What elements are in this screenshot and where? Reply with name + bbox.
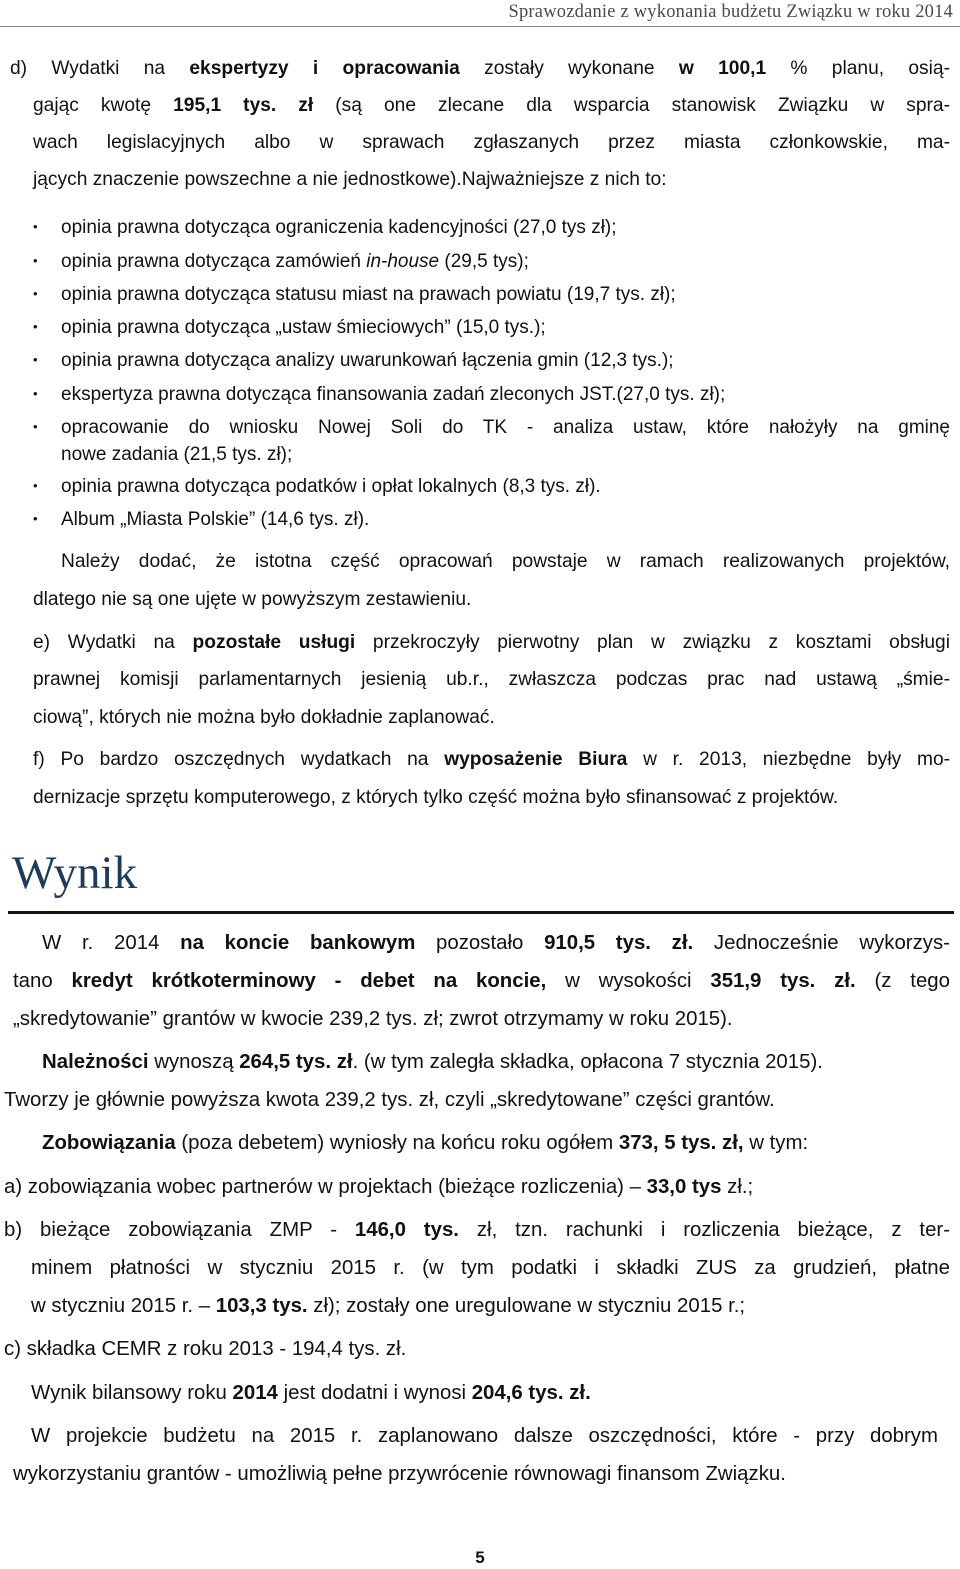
bold-text: na koncie bankowym <box>180 932 416 954</box>
item-b-line-1 <box>4 1218 950 1242</box>
note-line-2: dlatego nie są one ujęte w powyższym zestawieniu. <box>33 589 472 610</box>
list-item-text: opinia prawna dotycząca ograniczenia kadencyjności (27,0 tys zł); <box>61 217 617 238</box>
text: b) bieżące zobowiązania ZMP - <box>4 1219 355 1241</box>
note-line-1: Należy dodać, że istotna część opracowań powstaje w ramach realizowanych projektów, <box>61 551 950 572</box>
bold-text: 146,0 tys. <box>354 1219 459 1241</box>
bold-text: ekspertyzy i opracowania <box>189 58 460 79</box>
section-d-line-1 <box>10 50 950 88</box>
section-e-line-3: ciową”, których nie można było dokładnie zaplanować. <box>33 707 495 728</box>
section-divider <box>8 911 954 914</box>
bold-text: kredyt krótkoterminowy - debet na koncie, <box>71 970 547 992</box>
section-title-wynik: Wynik <box>12 847 138 899</box>
bold-text: Należności <box>42 1051 149 1073</box>
text: pozostało <box>415 932 545 954</box>
bold-text: 204,6 tys. zł. <box>471 1382 591 1404</box>
text: wynoszą <box>148 1051 240 1073</box>
text: w styczniu 2015 r. – <box>31 1295 216 1317</box>
text: (są one zlecane dla wsparcia stanowisk Związku w spra- <box>313 95 950 116</box>
item-b-line-3 <box>31 1294 745 1318</box>
wynik-p2-line-1 <box>42 1050 823 1074</box>
bold-text: 195,1 tys. zł <box>173 95 314 116</box>
text: (z tego <box>855 970 950 992</box>
wynik-p1-line-2 <box>13 969 950 993</box>
text: w tym: <box>743 1132 809 1154</box>
item-b-line-2: minem płatności w styczniu 2015 r. (w tym podatki i składki ZUS za grudzień, płatne <box>31 1257 950 1279</box>
text: W r. 2014 <box>42 932 181 954</box>
bold-text: 33,0 tys <box>646 1176 722 1198</box>
section-d-line-3: wach legislacyjnych albo w sprawach zgłaszanych przez miasta członkowskie, ma- <box>33 132 950 153</box>
section-f-line-1 <box>33 741 950 779</box>
bullet-icon: • <box>33 319 38 334</box>
wynik-p1-line-3: „skredytowanie” grantów w kwocie 239,2 tys. zł; zwrot otrzymamy w roku 2015). <box>13 1008 733 1030</box>
list-item-text: Album „Miasta Polskie” (14,6 tys. zł). <box>61 509 370 530</box>
bold-text: w 100,1 <box>678 58 767 79</box>
text: (29,5 tys); <box>439 251 529 272</box>
text: a) zobowiązania wobec partnerów w projektach (bieżące rozliczenia) – <box>4 1176 647 1198</box>
section-f-line-2: dernizacje sprzętu komputerowego, z których tylko część można było sfinansować z projektów. <box>33 787 839 808</box>
section-e-line-1 <box>33 624 950 662</box>
bold-text: 373, 5 tys. zł, <box>618 1132 744 1154</box>
text: opinia prawna dotycząca zamówień <box>61 251 367 272</box>
text: f) Po bardzo oszczędnych wydatkach na <box>33 749 445 770</box>
text: zł, tzn. rachunki i rozliczenia bieżące, z ter- <box>458 1219 950 1241</box>
bullet-icon: • <box>33 253 38 268</box>
page-number: 5 <box>475 1548 485 1567</box>
text: tano <box>13 970 72 992</box>
outlook-line-1: W projekcie budżetu na 2015 r. zaplanowano dalsze oszczędności, które - przy dobrym <box>31 1425 938 1447</box>
bold-text: 2014 <box>232 1382 278 1404</box>
wynik-p2-line-2: Tworzy je głównie powyższa kwota 239,2 tys. zł, czyli „skredytowane” części grantów. <box>4 1089 775 1111</box>
text: gając kwotę <box>33 95 174 116</box>
text: d) Wydatki na <box>10 58 190 79</box>
bullet-icon: • <box>33 286 38 301</box>
text: zł); zostały one uregulowane w styczniu 2015 r.; <box>307 1295 746 1317</box>
text: w wysokości <box>546 970 711 992</box>
running-header: Sprawozdanie z wykonania budżetu Związku w roku 2014 <box>508 2 953 22</box>
text: zostały wykonane <box>459 58 679 79</box>
text: % planu, osią- <box>766 58 950 79</box>
text: przekroczyły pierwotny plan w związku z kosztami obsługi <box>355 632 950 653</box>
text: jest dodatni i wynosi <box>277 1382 472 1404</box>
text: Jednocześnie wykorzys- <box>693 932 950 954</box>
list-item-text <box>61 251 529 273</box>
text: . (w tym zaległa składka, opłacona 7 stycznia 2015). <box>352 1051 823 1073</box>
text: e) Wydatki na <box>33 632 193 653</box>
list-item-text-continued: nowe zadania (21,5 tys. zł); <box>61 444 293 465</box>
header-divider <box>0 26 960 27</box>
bold-text: 351,9 tys. zł. <box>710 970 856 992</box>
text: (poza debetem) wyniosły na końcu roku ogółem <box>175 1132 619 1154</box>
liability-item-c: c) składka CEMR z roku 2013 - 194,4 tys. zł. <box>4 1338 407 1360</box>
balance-result <box>31 1381 591 1405</box>
list-item-text: opinia prawna dotycząca „ustaw śmieciowych” (15,0 tys.); <box>61 317 546 338</box>
bold-text: Zobowiązania <box>42 1132 176 1154</box>
text: w r. 2013, niezbędne były mo- <box>627 749 950 770</box>
section-d-line-2 <box>33 87 950 125</box>
section-d-line-4: jących znaczenie powszechne a nie jednostkowe).Najważniejsze z nich to: <box>33 169 667 190</box>
italic-text: in-house <box>366 251 440 272</box>
section-e-line-2: prawnej komisji parlamentarnych jesienią ub.r., zwłaszcza podczas prac nad ustawą „śmie- <box>33 669 950 690</box>
outlook-line-2: wykorzystaniu grantów - umożliwią pełne przywrócenie równowagi finansom Związku. <box>13 1463 786 1485</box>
bold-text: 910,5 tys. zł. <box>544 932 694 954</box>
liability-item-a <box>4 1175 753 1199</box>
list-item-text: ekspertyza prawna dotycząca finansowania zadań zleconych JST.(27,0 tys. zł); <box>61 384 726 405</box>
text: zł.; <box>721 1176 754 1198</box>
bullet-icon: • <box>33 386 38 401</box>
wynik-p1-line-1 <box>42 931 950 955</box>
bullet-icon: • <box>33 219 38 234</box>
bullet-icon: • <box>33 419 38 434</box>
bullet-icon: • <box>33 478 38 493</box>
wynik-paragraph-3 <box>42 1131 808 1155</box>
list-item-text: opinia prawna dotycząca statusu miast na prawach powiatu (19,7 tys. zł); <box>61 284 676 305</box>
list-item-text: opracowanie do wniosku Nowej Soli do TK - analiza ustaw, które nałożyły na gminę <box>61 417 950 438</box>
text: Wynik bilansowy roku <box>31 1382 233 1404</box>
bold-text: wyposażenie Biura <box>444 749 628 770</box>
bullet-icon: • <box>33 352 38 367</box>
bullet-icon: • <box>33 511 38 526</box>
bold-text: 103,3 tys. <box>215 1295 308 1317</box>
bold-text: pozostałe usługi <box>192 632 356 653</box>
bold-text: 264,5 tys. zł <box>239 1051 353 1073</box>
list-item-text: opinia prawna dotycząca analizy uwarunkowań łączenia gmin (12,3 tys.); <box>61 350 674 371</box>
list-item-text: opinia prawna dotycząca podatków i opłat lokalnych (8,3 tys. zł). <box>61 476 601 497</box>
